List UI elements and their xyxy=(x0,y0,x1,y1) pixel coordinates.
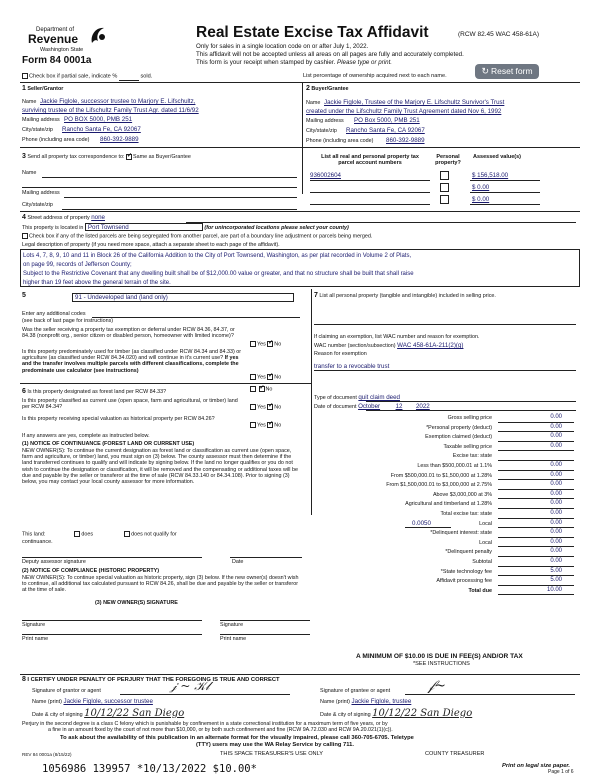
partial-percent-input[interactable] xyxy=(119,73,139,80)
doc-type-label: Type of document xyxy=(314,395,357,401)
perjury-text1: Perjury in the second degree is a class C felony which is punishable by confinement in a state correctional institution for a maximum term of five years, or by xyxy=(22,721,388,727)
seller-mailing-label: Mailing address xyxy=(22,117,60,123)
current-use-no-checkbox[interactable] xyxy=(267,404,273,410)
this-land-label: This land: xyxy=(22,531,46,538)
same-as-buyer-label: Same as Buyer/Grantee xyxy=(133,154,191,160)
parcels-col3: Assessed value(s) xyxy=(473,154,521,160)
wac-label: WAC number (section/subsection) xyxy=(314,343,396,349)
alt-format-line1: To ask about the availability of this publication in an alternate format for the visually impaired, please call 360-705-6705. Teletype xyxy=(60,735,414,741)
section3-heading-text: Send all property tax correspondence to: xyxy=(27,154,125,160)
section5-number: 5 xyxy=(22,292,26,299)
does-not-label: does not qualify for xyxy=(131,531,177,538)
does-checkbox[interactable] xyxy=(74,531,80,537)
section7-heading: 7 List all personal property (tangible and intangible) included in selling price. xyxy=(314,292,496,299)
tax-row-label: Local xyxy=(479,539,492,546)
does-label: does xyxy=(81,531,94,538)
form-title: Real Estate Excise Tax Affidavit xyxy=(196,24,429,41)
dor-swirl-icon xyxy=(88,25,108,47)
rev-label: REV 84 0001a (8/15/22) xyxy=(22,752,72,757)
tax-row-label: Exemption claimed (deduct) xyxy=(425,434,492,441)
section3-city-label: City/state/zip xyxy=(22,202,53,208)
tax-row-value[interactable]: 0.00 xyxy=(550,548,562,555)
street-address-row: 4 Street address of property none xyxy=(22,214,105,221)
segregation-row xyxy=(22,233,372,240)
same-as-buyer-checkbox[interactable] xyxy=(126,154,132,160)
seller-heading: 1 Seller/Grantor xyxy=(22,85,64,92)
continuance-label: continuance. xyxy=(22,539,53,545)
seller-phone-value[interactable]: 860-392-9889 xyxy=(100,136,139,143)
ownership-list-note: List percentage of ownership acquired next to each name. xyxy=(303,73,447,79)
local-value[interactable]: 0.00 xyxy=(550,519,562,526)
yes-label: Yes xyxy=(257,374,266,381)
personal-property-checkbox[interactable] xyxy=(440,171,449,180)
forest-no-checkbox[interactable] xyxy=(259,386,265,392)
exemption-question: Was the seller receiving a property tax exemption or deferral under RCW 84.36, 84.37, or 84.38 (nonprofit org., senior citizen or disabled person, homeowner with limited income)? xyxy=(22,327,235,340)
partial-sale-label: Check box if partial sale, indicate % xyxy=(29,73,118,80)
street-value[interactable]: none xyxy=(91,214,105,221)
legal-label: Legal description of property (if you need more space, attach a separate sheet to each page of the affidavit). xyxy=(22,242,280,248)
timber-yes-checkbox[interactable] xyxy=(250,374,256,380)
buyer-city-label: City/state/zip xyxy=(306,128,337,134)
dept-line1: Department of xyxy=(36,27,75,33)
doc-date-month[interactable]: October xyxy=(358,403,381,410)
seller-name-line2[interactable]: surviving trustee of the Lifschultz Family Trust Agr. dated 11/6/92 xyxy=(22,107,199,114)
grantor-name-row xyxy=(32,698,153,705)
local-label: Local xyxy=(479,520,492,527)
tax-row-value[interactable]: 0.00 xyxy=(550,433,562,440)
tax-row-value[interactable]: 0.00 xyxy=(550,481,562,488)
timber-yn xyxy=(250,374,281,381)
tax-row-label: *Delinquent interest: state xyxy=(430,530,492,537)
historic-question: Is this property receiving special valuation as historical property per RCW 84.26? xyxy=(22,416,215,422)
doc-type-value[interactable]: quit claim deed xyxy=(358,394,400,401)
perjury-line2: a fine in an amount fixed by the court of not more than $10,000, or by both such confinement and fine (RCW 9A.72.030 and RCW 9A.20.021(1)(c)). xyxy=(48,727,393,733)
timber-question-a: Is this property predominately used for timber (as classified under RCW 84.34 and 84.33) or agriculture (as classified under RCW 84.34.020) and will continue in it's current use? xyxy=(22,349,242,362)
legal-description-field[interactable] xyxy=(20,249,580,287)
buyer-mailing-value[interactable]: PO Box 5000, PMB 251 xyxy=(354,117,420,124)
deputy-date-label: Date xyxy=(232,559,244,565)
minimum-due-note: A MINIMUM OF $10.00 IS DUE IN FEE(S) AND/OR TAX xyxy=(356,653,523,660)
parcel-row xyxy=(310,184,540,194)
segregation-checkbox[interactable] xyxy=(22,233,28,239)
exemption-text: If claiming an exemption, list WAC number and reason for exemption. xyxy=(314,334,480,340)
land-use-select[interactable]: 91 - Undeveloped land (land only) xyxy=(72,293,294,302)
dept-line2: Revenue xyxy=(28,32,79,46)
no-label: No xyxy=(274,422,282,429)
wac-row xyxy=(314,342,463,349)
partial-sale-checkbox[interactable] xyxy=(22,73,28,79)
tax-row-value[interactable]: 10.00 xyxy=(546,586,562,593)
tax-row-value[interactable]: 0.00 xyxy=(550,558,562,564)
parcels-col2: Personal property? xyxy=(435,154,461,167)
exemption-yes-checkbox[interactable] xyxy=(250,341,256,347)
grantee-date-label: Date & city of signing xyxy=(320,712,371,718)
current-use-yn xyxy=(250,404,281,411)
assessed-value[interactable]: $ 0.00 xyxy=(472,184,490,191)
grantor-date-row xyxy=(32,708,184,720)
tax-row-value[interactable]: 5.00 xyxy=(550,567,562,574)
refresh-icon: ↻ xyxy=(481,66,489,77)
legal-line3: Subject to the Restrictive Covenant that any dwelling built shall be of $12,000.00 value or greater, and that no structure shall be built that shall raise xyxy=(23,271,414,277)
form-statute: (RCW 82.45 WAC 458-61A) xyxy=(458,31,540,38)
notice2-title: (2) NOTICE OF COMPLIANCE (HISTORIC PROPERTY) xyxy=(22,568,160,574)
wac-value[interactable]: WAC 458-61A-211(2)(g) xyxy=(397,342,464,349)
section3-mailing-label: Mailing address xyxy=(22,190,60,196)
doc-date-year[interactable]: 2022 xyxy=(415,403,430,410)
buyer-phone-label: Phone (including area code) xyxy=(306,138,374,144)
located-in-row xyxy=(22,223,349,231)
grantor-signature[interactable]: 𝒿 ~ 𝒦𝓁 xyxy=(170,679,210,693)
see-instructions-note: *SEE INSTRUCTIONS xyxy=(413,661,470,667)
parcel-row xyxy=(310,172,540,182)
partial-sold-label: sold. xyxy=(140,73,153,80)
section3-name-label: Name xyxy=(22,170,37,176)
forest-yes-checkbox[interactable] xyxy=(250,386,256,392)
print-legal-note: Print on legal size paper. xyxy=(502,763,570,769)
local-rate[interactable]: 0.0050 xyxy=(412,519,431,527)
grantee-date-row xyxy=(320,708,472,720)
forest-question: 6 Is this property designated as forest land per RCW 84.33? xyxy=(22,388,167,395)
section8-heading-text: I CERTIFY UNDER PENALTY OF PERJURY THAT THE FOREGOING IS TRUE AND CORRECT xyxy=(27,677,280,683)
located-select[interactable]: Port Townsend xyxy=(85,223,203,231)
tax-row-label: Above $3,000,000 at 3% xyxy=(432,491,492,498)
does-not-checkbox[interactable] xyxy=(124,531,130,537)
grantor-name-label: Name (print) xyxy=(32,699,62,705)
reason-value[interactable]: transfer to a revocable trust xyxy=(314,363,390,370)
notice2-body: NEW OWNER(S): To continue special valuation as historic property, sign (3) below. If the new owner(s) doesn't wish to continue, all additional tax calculated pursuant to RCW 84.26, shall be due and payable by the seller or transferor at the time of sale. xyxy=(22,575,299,594)
new-owner-signature-title: (3) NEW OWNER(S) SIGNATURE xyxy=(95,600,178,606)
grantee-name-value[interactable]: Jackie Figlole, trustee xyxy=(351,698,412,705)
tax-row-label: Subtotal xyxy=(472,559,492,565)
grantee-date-value[interactable]: 10/12/22 San Diego xyxy=(372,708,473,719)
header-note3 xyxy=(196,59,392,66)
reset-label: Reset form xyxy=(490,65,533,76)
dept-line3: Washington State xyxy=(40,47,84,53)
section8-heading: 8 I CERTIFY UNDER PENALTY OF PERJURY THAT THE FOREGOING IS TRUE AND CORRECT xyxy=(22,676,280,683)
parcels-col1: List all real and personal property tax parcel account numbers xyxy=(321,154,419,167)
tax-row-value[interactable]: 0.00 xyxy=(550,414,562,420)
grantor-sig-label: Signature of grantor or agent xyxy=(32,688,101,694)
form-number: Form 84 0001a xyxy=(22,55,92,66)
deputy-signature-label: Deputy assessor signature xyxy=(22,559,86,565)
personal-property-checkbox[interactable] xyxy=(440,195,449,204)
yes-label: Yes xyxy=(257,422,266,429)
new-owner-print2-label: Print name xyxy=(220,636,247,642)
buyer-heading-text: Buyer/Grantee xyxy=(311,86,349,92)
buyer-city-value[interactable]: Rancho Santa Fe, CA 92067 xyxy=(346,127,425,134)
seller-heading-text: Seller/Grantor xyxy=(27,86,64,92)
no-label: No xyxy=(274,341,282,348)
historic-yes-checkbox[interactable] xyxy=(250,422,256,428)
tax-row-value[interactable]: 0.00 xyxy=(550,442,562,449)
timber-question-b: If yes and the transfer involves multiple parcels with different classifications, complete the predominate use calculator (see instructions) xyxy=(22,355,239,374)
reset-form-button[interactable] xyxy=(475,64,539,79)
tax-row-label: Less than $500,000.01 at 1.1% xyxy=(417,463,492,469)
note3-emph: Please type or print. xyxy=(337,59,393,66)
tax-row-label: Total due xyxy=(468,587,492,594)
grantor-date-value[interactable]: 10/12/22 San Diego xyxy=(84,708,185,719)
tax-row-label: Affidavit processing fee xyxy=(436,578,492,585)
personal-property-checkbox[interactable] xyxy=(440,183,449,192)
tax-row-label: *State technology fee xyxy=(440,568,492,575)
tax-row-value[interactable]: 0.00 xyxy=(550,462,562,468)
tax-row-value[interactable]: 0.00 xyxy=(550,529,562,536)
seller-name-line1[interactable]: Jackie Figlole, successor trustee to Marjory E. Lifschultz, xyxy=(40,98,196,105)
forest-question-text: Is this property designated as forest land per RCW 84.33? xyxy=(27,389,167,395)
tax-row-value[interactable]: 0.00 xyxy=(550,500,562,507)
timber-no-checkbox[interactable] xyxy=(267,374,273,380)
historic-yn xyxy=(250,422,281,429)
buyer-mailing-label: Mailing address xyxy=(306,118,344,124)
yes-label: Yes xyxy=(257,341,266,348)
seller-city-label: City/state/zip xyxy=(22,127,53,133)
cashier-stamp: 1056986 139957 *10/13/2022 $10.00* xyxy=(42,763,257,775)
tax-row-label: Total excise tax: state xyxy=(440,511,492,517)
additional-codes-label: Enter any additional codes xyxy=(22,311,86,317)
timber-question xyxy=(22,349,242,374)
yes-label: Yes xyxy=(257,404,266,411)
notice1-body: NEW OWNER(S): To continue the current designation as forest land or classification as current use (open space, farm and agriculture, or timber) land, you must sign on (3) below. The county assessor must then determine if the land transferred continues to qualify and will indicate by signing below. If the land no longer qualifies or you do not wish to continue the designation or classification, it will be removed and the compensating or additional taxes will be due and payable by the seller or transferor at the time of sale (RCW 84.33.140 or 84.34.108). Prior to signing (3) below, you may contact your local county assessor for more information. xyxy=(22,448,298,486)
tax-row-label: Agricultural and timberland at 1.28% xyxy=(405,501,492,508)
tax-row-label: *Delinquent penalty xyxy=(445,549,492,556)
tax-row-label: From $500,000.01 to $1,500,000 at 1.28% xyxy=(390,472,492,479)
no-label: No xyxy=(265,386,273,393)
buyer-name-label: Name xyxy=(306,100,321,106)
doc-date-day[interactable]: 12 xyxy=(395,403,403,410)
exemption-no-checkbox[interactable] xyxy=(267,341,273,347)
current-use-question: Is this property classified as current use (open space, farm and agricultural, or timber) land per RCW 84.34? xyxy=(22,398,238,411)
page-number: Page 1 of 6 xyxy=(548,769,574,775)
notice1-title: (1) NOTICE OF CONTINUANCE (FOREST LAND OR CURRENT USE) xyxy=(22,441,195,447)
new-owner-sig1-label: Signature xyxy=(22,622,46,628)
section3-heading: 3 Send all property tax correspondence to: ✓ Same as Buyer/Grantee xyxy=(22,153,191,161)
located-label: This property is located in xyxy=(22,225,84,231)
any-yes-note: If any answers are yes, complete as instructed below. xyxy=(22,433,150,439)
header-note2: This affidavit will not be accepted unless all areas on all pages are fully and accurately completed. xyxy=(196,51,464,58)
tax-row-value[interactable]: 0.00 xyxy=(550,490,562,497)
tax-row-label: Excise tax: state xyxy=(452,453,492,460)
buyer-name-line2[interactable]: created under the Lifschultz Family Trust Agreement dated Nov 6, 1992 xyxy=(306,108,502,115)
street-label: Street address of property xyxy=(27,215,90,221)
this-land-row xyxy=(22,531,177,538)
legal-line2: on page 99, records of Jefferson County; xyxy=(23,262,132,268)
new-owner-print1-label: Print name xyxy=(22,636,49,642)
header-note1: Only for sales in a single location code on or after July 1, 2022. xyxy=(196,43,369,50)
seller-phone-label: Phone (including area code) xyxy=(22,137,90,143)
current-use-yes-checkbox[interactable] xyxy=(250,404,256,410)
grantee-name-label: Name (print) xyxy=(320,699,350,705)
seller-mailing-value[interactable]: PO BOX 5000, PMB 251 xyxy=(64,116,133,123)
grantee-name-row xyxy=(320,698,411,705)
grantee-sig-label: Signature of grantee or agent xyxy=(320,688,391,694)
assessed-value[interactable]: $ 156,518.00 xyxy=(472,172,509,179)
buyer-heading: 2 Buyer/Grantee xyxy=(306,85,349,92)
segregation-label: Check box if any of the listed parcels are being segregated from another parcel, are part of a boundary line adjustment or parcels being merged. xyxy=(29,233,373,240)
note3-prefix: This form is your receipt when stamped by cashier. xyxy=(196,59,337,66)
tax-row-value[interactable]: 0.00 xyxy=(550,510,562,516)
seller-city-value[interactable]: Rancho Santa Fe, CA 92067 xyxy=(62,126,141,133)
tax-row-label: *Personal property (deduct) xyxy=(426,424,492,431)
new-owner-sig2-label: Signature xyxy=(220,622,244,628)
partial-sale-row xyxy=(22,73,152,81)
parcel-row xyxy=(310,196,540,206)
grantor-date-label: Date & city of signing xyxy=(32,712,83,718)
no-label: No xyxy=(274,374,282,381)
legal-line4: higher than 19 feet above the general terrain of the site. xyxy=(23,280,171,286)
grantee-signature[interactable]: 𝒻~ xyxy=(428,678,446,694)
alt-format-line2: (TTY) users may use the WA Relay Service by calling 711. xyxy=(196,742,354,748)
unincorporated-note: (for unincorporated locations please select your county) xyxy=(204,225,349,231)
tax-row-value[interactable]: 0.00 xyxy=(550,471,562,478)
reason-label: Reason for exemption xyxy=(314,351,367,357)
tax-row-value[interactable]: 0.00 xyxy=(550,423,562,430)
tax-row-label: Taxable selling price xyxy=(443,443,492,450)
tax-row-value[interactable]: 0.00 xyxy=(550,538,562,545)
doc-date-label: Date of document xyxy=(314,404,357,410)
treasurer-only-label: THIS SPACE TREASURER'S USE ONLY xyxy=(220,751,324,757)
legal-line1: Lots 4, 7, 8, 9, 10 and 11 in Block 26 of the California Addition to the City of Port Townsend, Washington, as per plat recorded in Volume 2 of Plats, xyxy=(23,253,412,259)
county-treasurer-label: COUNTY TREASURER xyxy=(425,751,485,757)
tax-row-label: From $1,500,000.01 to $3,000,000 at 2.75% xyxy=(386,482,492,489)
buyer-phone-value[interactable]: 860-392-9889 xyxy=(386,137,425,144)
seller-name-label: Name xyxy=(22,99,37,105)
see-back-label: (see back of last page for instructions) xyxy=(22,318,114,324)
historic-no-checkbox[interactable] xyxy=(267,422,273,428)
tax-row-value[interactable]: 5.00 xyxy=(550,577,562,584)
exemption-yn xyxy=(250,341,281,348)
grantor-name-value[interactable]: Jackie Figlole, successor trustee xyxy=(63,698,153,705)
parcel-number[interactable]: 936002604 xyxy=(310,172,341,179)
buyer-name-line1[interactable]: Jackie Figlole, Trustee of the Marjory E. Lifschultz Survivor's Trust xyxy=(324,99,505,106)
section7-heading-text: List all personal property (tangible and intangible) included in selling price. xyxy=(319,293,496,299)
assessed-value[interactable]: $ 0.00 xyxy=(472,196,490,203)
tax-row-label: Gross selling price xyxy=(447,415,492,421)
forest-yn xyxy=(250,386,272,393)
no-label: No xyxy=(274,404,282,411)
